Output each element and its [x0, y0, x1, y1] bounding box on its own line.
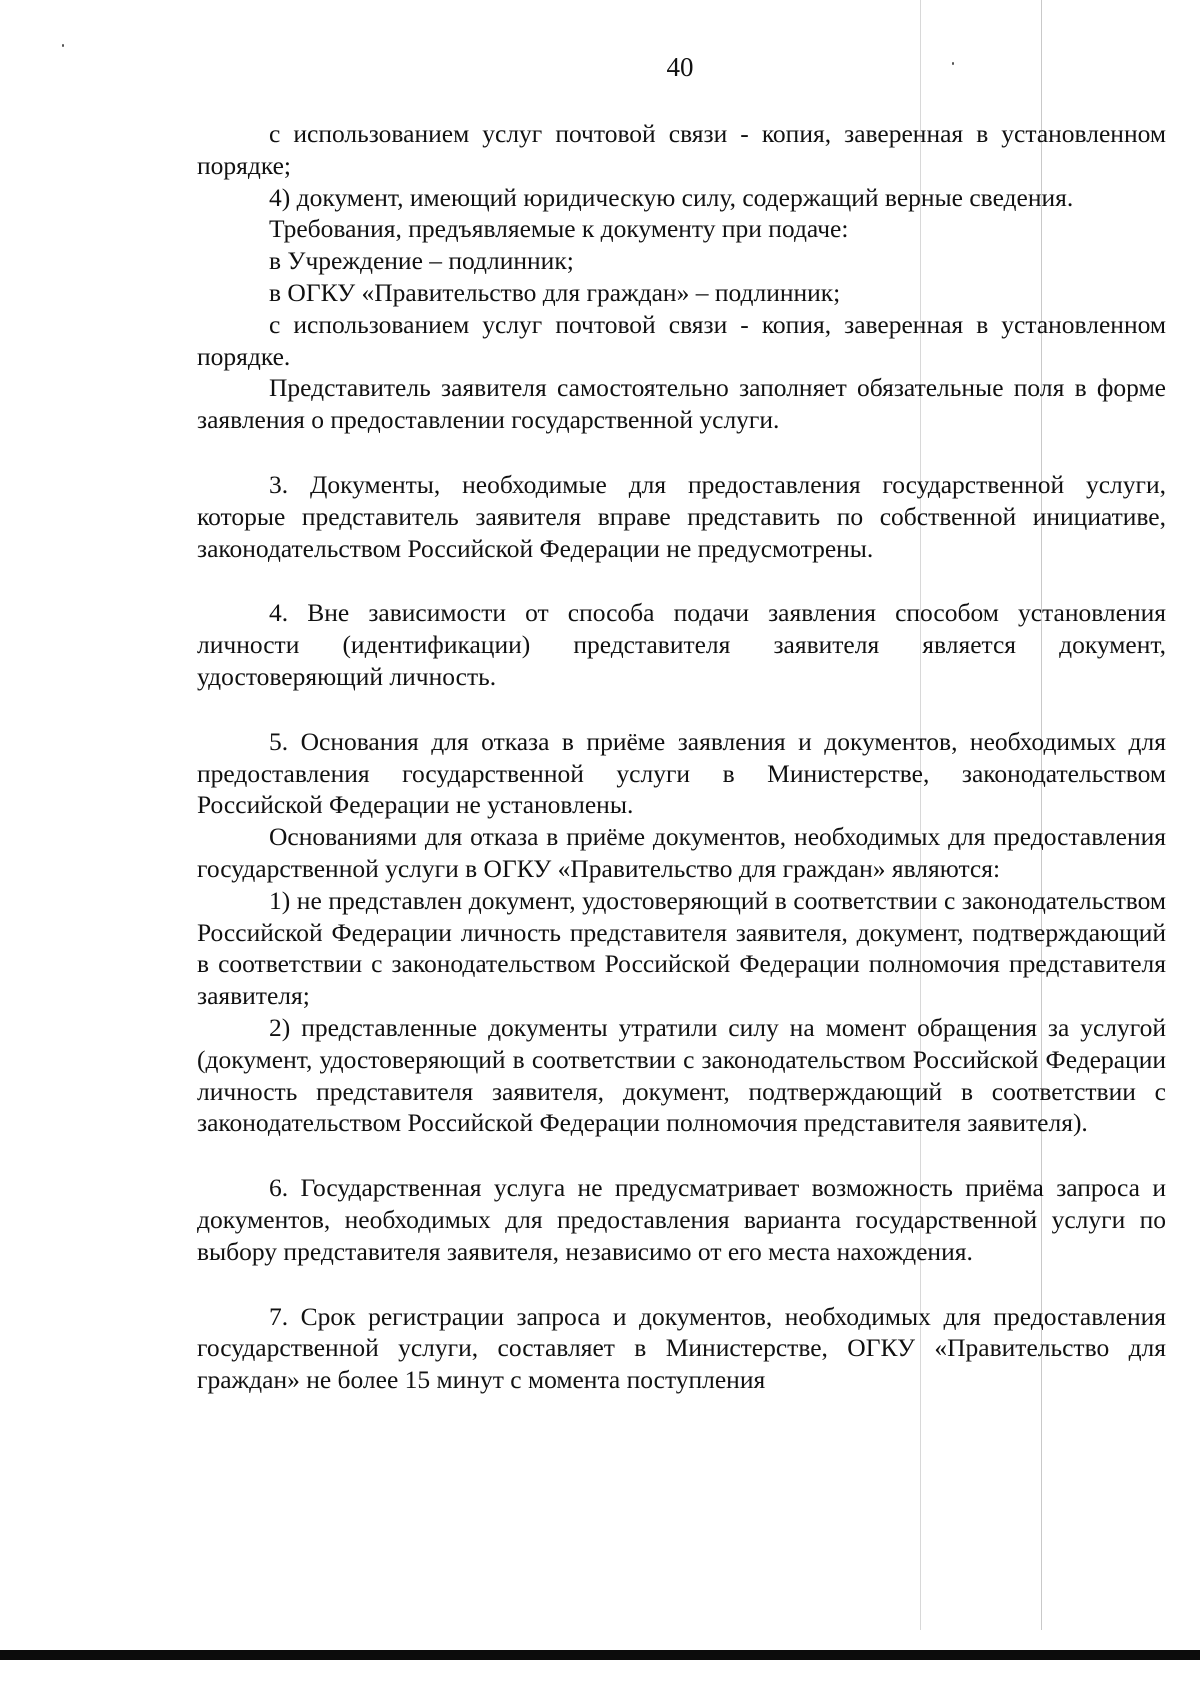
- list-item: 1) не представлен документ, удостоверяющий в соответствии с законодательством Российской Федерации личность представителя заявителя, документ, подтверждающий в соответствии с законодательством Российской Федерации полномочия представителя заявителя;: [197, 885, 1166, 1011]
- section-paragraph-7: 7. Срок регистрации запроса и документов, необходимых для предоставления государственной услуги, составляет в Министерстве, ОГКУ «Правительство для граждан» не более 15 минут с момента поступления: [197, 1301, 1166, 1395]
- paragraph: с использованием услуг почтовой связи - копия, заверенная в установленном порядке;: [197, 119, 1166, 180]
- paragraph: с использованием услуг почтовой связи - копия, заверенная в установленном порядке.: [197, 309, 1166, 371]
- paragraph: в ОГКУ «Правительство для граждан» – подлинник;: [269, 277, 841, 307]
- paragraph: Представитель заявителя самостоятельно заполняет обязательные поля в форме заявления о предоставлении государственной услуги.: [197, 373, 1166, 435]
- page-number: 40: [666, 52, 694, 82]
- paragraph: в Учреждение – подлинник;: [269, 246, 574, 276]
- list-item: 2) представленные документы утратили силу на момент обращения за услугой (документ, удостоверяющий в соответствии с законодательством Российской Федерации личность представителя заявителя, документ, подтверждающий в соответствии с законодательством Российской Федерации полномочия представителя заявителя).: [197, 1012, 1166, 1138]
- scan-speck: [62, 44, 64, 47]
- section-paragraph-4: 4. Вне зависимости от способа подачи заявления способом установления личности (идентификации) представителя заявителя является документ, удостоверяющий личность.: [197, 598, 1166, 691]
- paragraph: Требования, предъявляемые к документу при подаче:: [269, 214, 849, 244]
- document-body: [197, 118, 1166, 1396]
- paragraph: Основаниями для отказа в приёме документов, необходимых для предоставления государственной услуги в ОГКУ «Правительство для граждан» являются:: [197, 822, 1166, 883]
- list-item: 4) документ, имеющий юридическую силу, содержащий верные сведения.: [269, 182, 1074, 212]
- section-paragraph-6: 6. Государственная услуга не предусматривает возможность приёма запроса и документов, необходимых для предоставления варианта государственной услуги по выбору представителя заявителя, независимо от его места нахождения.: [197, 1173, 1166, 1266]
- scan-border-bar: [0, 1650, 1200, 1660]
- section-paragraph-3: 3. Документы, необходимые для предоставления государственной услуги, которые представитель заявителя вправе представить по собственной инициативе, законодательством Российской Федерации не предусмотрены.: [197, 469, 1166, 563]
- section-paragraph-5: 5. Основания для отказа в приёме заявления и документов, необходимых для предоставления государственной услуги в Министерстве, законодательством Российской Федерации не установлены.: [197, 726, 1166, 820]
